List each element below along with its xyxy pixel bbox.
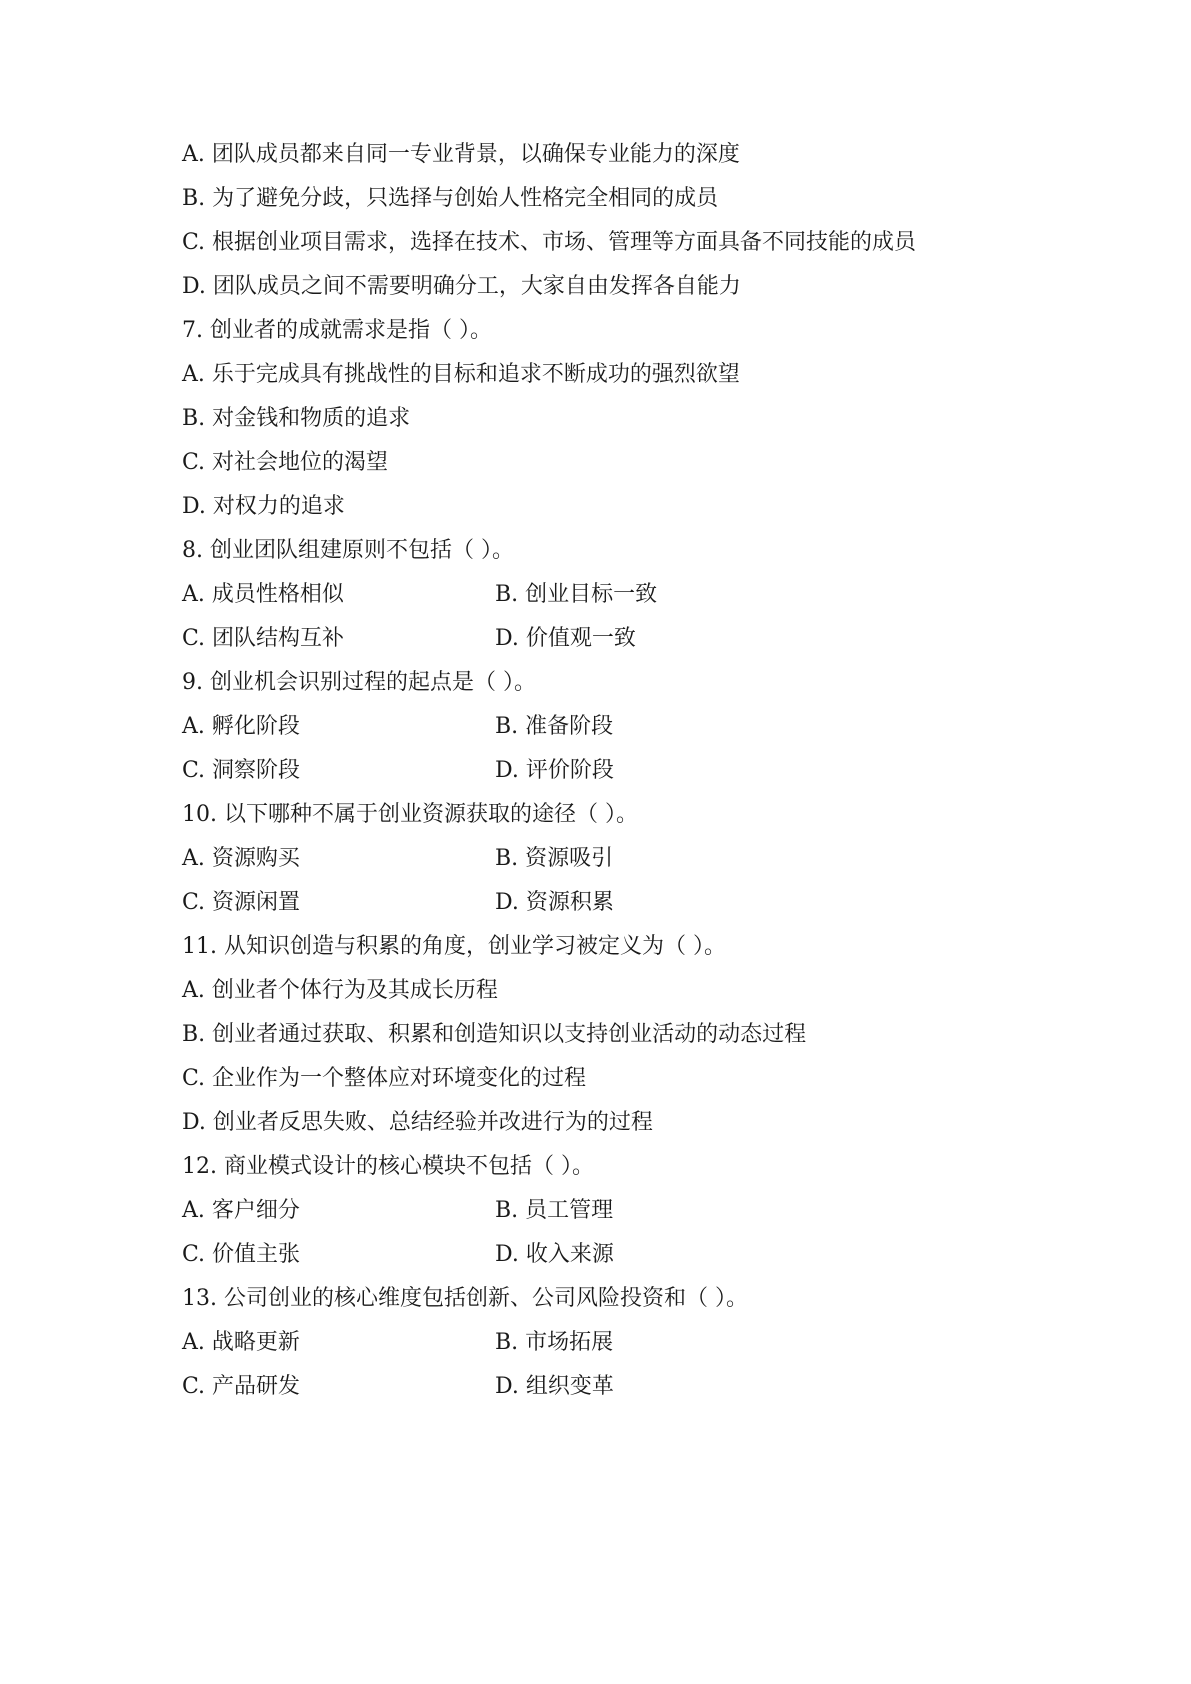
q10-option-c: C. 资源闲置 xyxy=(182,890,301,915)
q12-row-2 xyxy=(182,1240,614,1270)
q13-option-c: C. 产品研发 xyxy=(182,1374,301,1399)
q13-stem: 13. 公司创业的核心维度包括创新、公司风险投资和（ ）。 xyxy=(182,1286,748,1311)
q13-option-b: B. 市场拓展 xyxy=(495,1330,614,1355)
q11-option-b: B. 创业者通过获取、积累和创造知识以支持创业活动的动态过程 xyxy=(182,1022,807,1047)
q10-row-1 xyxy=(182,844,614,874)
q12-row-1 xyxy=(182,1196,614,1226)
q7-option-a: A. 乐于完成具有挑战性的目标和追求不断成功的强烈欲望 xyxy=(182,362,740,387)
q12-stem: 12. 商业模式设计的核心模块不包括（ ）。 xyxy=(182,1154,594,1179)
q13-row-2 xyxy=(182,1372,614,1402)
q11-stem: 11. 从知识创造与积累的角度，创业学习被定义为（ ）。 xyxy=(182,934,726,959)
q12-option-b: B. 员工管理 xyxy=(495,1198,614,1223)
q9-option-b: B. 准备阶段 xyxy=(495,714,614,739)
q12-option-a: A. 客户细分 xyxy=(182,1198,300,1223)
q11-option-a: A. 创业者个体行为及其成长历程 xyxy=(182,978,498,1003)
q10-option-b: B. 资源吸引 xyxy=(495,846,614,871)
q8-option-b: B. 创业目标一致 xyxy=(495,582,658,607)
q9-option-a: A. 孵化阶段 xyxy=(182,714,300,739)
q13-option-d: D. 组织变革 xyxy=(495,1374,614,1399)
q8-option-c: C. 团队结构互补 xyxy=(182,626,345,651)
q7-option-c: C. 对社会地位的渴望 xyxy=(182,450,389,475)
q10-option-a: A. 资源购买 xyxy=(182,846,300,871)
q6-option-a: A. 团队成员都来自同一专业背景，以确保专业能力的深度 xyxy=(182,142,740,167)
q9-option-d: D. 评价阶段 xyxy=(495,758,614,783)
q11-option-d: D. 创业者反思失败、总结经验并改进行为的过程 xyxy=(182,1110,653,1135)
q12-option-c: C. 价值主张 xyxy=(182,1242,301,1267)
q7-option-b: B. 对金钱和物质的追求 xyxy=(182,406,411,431)
q13-option-a: A. 战略更新 xyxy=(182,1330,300,1355)
q9-stem: 9. 创业机会识别过程的起点是（ ）。 xyxy=(182,670,536,695)
q8-option-a: A. 成员性格相似 xyxy=(182,582,344,607)
q8-row-1 xyxy=(182,580,658,610)
q6-option-b: B. 为了避免分歧，只选择与创始人性格完全相同的成员 xyxy=(182,186,719,211)
q6-option-c: C. 根据创业项目需求，选择在技术、市场、管理等方面具备不同技能的成员 xyxy=(182,230,917,255)
q8-row-2 xyxy=(182,624,636,654)
q12-option-d: D. 收入来源 xyxy=(495,1242,614,1267)
q10-stem: 10. 以下哪种不属于创业资源获取的途径（ ）。 xyxy=(182,802,638,827)
q11-option-c: C. 企业作为一个整体应对环境变化的过程 xyxy=(182,1066,587,1091)
q9-row-2 xyxy=(182,756,614,786)
q13-row-1 xyxy=(182,1328,614,1358)
q9-row-1 xyxy=(182,712,614,742)
q8-stem: 8. 创业团队组建原则不包括（ ）。 xyxy=(182,538,514,563)
q7-option-d: D. 对权力的追求 xyxy=(182,494,345,519)
q10-row-2 xyxy=(182,888,614,918)
q9-option-c: C. 洞察阶段 xyxy=(182,758,301,783)
q7-stem: 7. 创业者的成就需求是指（ ）。 xyxy=(182,318,492,343)
q6-option-d: D. 团队成员之间不需要明确分工，大家自由发挥各自能力 xyxy=(182,274,741,299)
q8-option-d: D. 价值观一致 xyxy=(495,626,636,651)
q10-option-d: D. 资源积累 xyxy=(495,890,614,915)
